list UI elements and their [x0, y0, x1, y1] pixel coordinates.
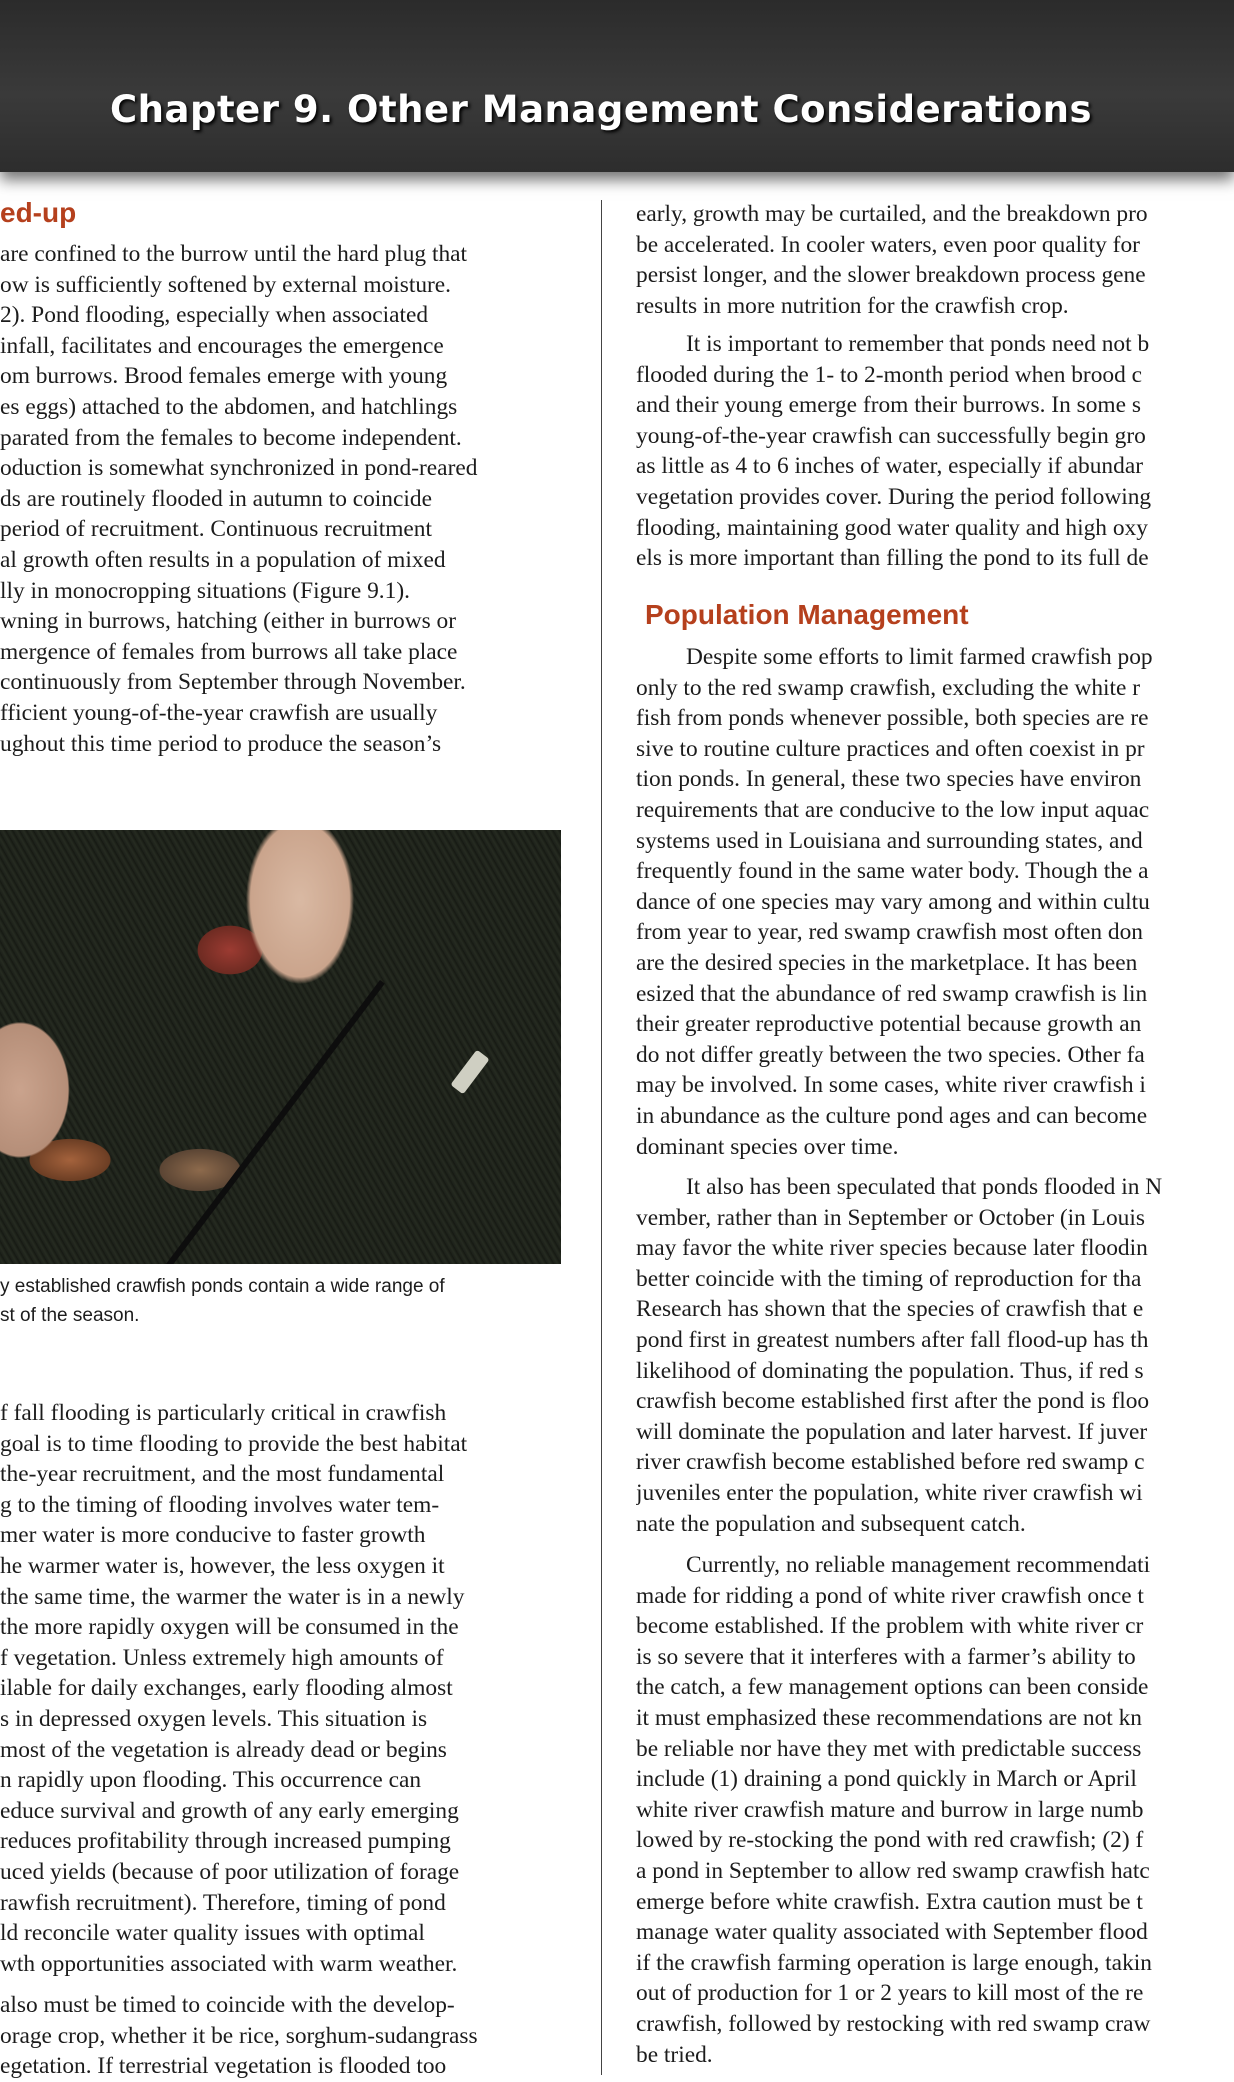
text-line: n rapidly upon flooding. This occurrence can: [0, 1767, 422, 1794]
text-line: results in more nutrition for the crawfish crop.: [636, 292, 1069, 319]
text-line: reduces profitability through increased pumping: [0, 1828, 451, 1855]
text-line: is so severe that it interferes with a farmer’s ability to: [636, 1643, 1136, 1670]
chapter-title: Chapter 9. Other Management Considerations: [110, 88, 1093, 131]
text-line: om burrows. Brood females emerge with young: [0, 363, 448, 390]
text-line: dance of one species may vary among and within cultu: [636, 888, 1150, 915]
text-line: Despite some efforts to limit farmed crawfish pop: [686, 644, 1153, 670]
text-line: educe survival and growth of any early emerging: [0, 1797, 459, 1824]
text-line: the catch, a few management options can been conside: [636, 1674, 1149, 1701]
text-line: wth opportunities associated with warm weather.: [0, 1950, 458, 1977]
text-line: made for ridding a pond of white river crawfish once t: [636, 1582, 1144, 1609]
text-line: will dominate the population and later harvest. If juver: [636, 1418, 1148, 1445]
text-line: f vegetation. Unless extremely high amounts of: [0, 1644, 444, 1671]
text-line: mergence of females from burrows all take place: [0, 638, 458, 665]
text-line: are the desired species in the marketplace. It has been: [636, 949, 1138, 976]
text-line: persist longer, and the slower breakdown process gene: [636, 262, 1146, 289]
left-paragraph-1: [0, 239, 565, 759]
right-paragraph-5: [636, 1550, 1234, 2070]
text-line: vember, rather than in September or October (in Louis: [636, 1204, 1145, 1231]
text-line: if the crawfish farming operation is large enough, takin: [636, 1949, 1152, 1976]
crawfish-photo: [0, 830, 561, 1264]
text-line: mer water is more conducive to faster growth: [0, 1522, 426, 1549]
text-line: Research has shown that the species of crawfish that e: [636, 1296, 1144, 1323]
text-line: be tried.: [636, 2041, 713, 2068]
text-line: ilable for daily exchanges, early flooding almost: [0, 1675, 453, 1702]
text-line: f fall flooding is particularly critical in crawfish: [0, 1400, 447, 1426]
text-line: tion ponds. In general, these two species have environ: [636, 766, 1142, 793]
text-line: ld reconcile water quality issues with optimal: [0, 1920, 425, 1947]
text-line: he warmer water is, however, the less oxygen it: [0, 1552, 445, 1579]
text-line: y established crawfish ponds contain a wide range of: [0, 1276, 445, 1297]
text-line: young-of-the-year crawfish can successfully begin gro: [636, 422, 1146, 449]
text-line: es eggs) attached to the abdomen, and hatchlings: [0, 393, 458, 420]
text-line: include (1) draining a pond quickly in March or April: [636, 1766, 1137, 1793]
text-line: nate the population and subsequent catch.: [636, 1510, 1026, 1537]
text-line: lowed by re-stocking the pond with red crawfish; (2) f: [636, 1827, 1144, 1854]
text-line: may favor the white river species because later floodin: [636, 1235, 1148, 1262]
text-line: ow is sufficiently softened by external moisture.: [0, 271, 452, 298]
text-line: frequently found in the same water body. Though the a: [636, 858, 1149, 885]
figure-caption: [0, 1272, 560, 1330]
text-line: it must emphasized these recommendations are not kn: [636, 1704, 1143, 1731]
text-line: period of recruitment. Continuous recruitment: [0, 516, 432, 543]
text-line: most of the vegetation is already dead or begins: [0, 1736, 447, 1763]
photo-clip: [450, 1050, 489, 1095]
left-paragraph-2: [0, 1398, 565, 1979]
text-line: st of the season.: [0, 1305, 140, 1326]
text-line: It is important to remember that ponds need not b: [686, 331, 1150, 357]
text-line: crawfish, followed by restocking with red swamp craw: [636, 2010, 1151, 2037]
text-line: their greater reproductive potential because growth an: [636, 1011, 1142, 1038]
text-line: wning in burrows, hatching (either in burrows or: [0, 608, 457, 635]
text-line: river crawfish become established before red swamp c: [636, 1449, 1145, 1476]
text-line: sive to routine culture practices and often coexist in pr: [636, 735, 1145, 762]
text-line: only to the red swamp crawfish, excluding the white r: [636, 674, 1141, 701]
text-line: fficient young-of-the-year crawfish are usually: [0, 699, 438, 726]
text-line: 2). Pond flooding, especially when associated: [0, 302, 429, 329]
text-line: manage water quality associated with September flood: [636, 1919, 1148, 1946]
text-line: ds are routinely flooded in autumn to coincide: [0, 485, 432, 512]
right-paragraph-1: [636, 199, 1234, 321]
text-line: better coincide with the timing of reproduction for tha: [636, 1265, 1142, 1292]
text-line: esized that the abundance of red swamp crawfish is lin: [636, 980, 1148, 1007]
right-paragraph-3: [636, 642, 1234, 1162]
text-line: requirements that are conducive to the low input aquac: [636, 796, 1150, 823]
text-line: also must be timed to coincide with the develop-: [0, 1992, 455, 2018]
right-paragraph-2: [636, 329, 1234, 574]
text-line: oduction is somewhat synchronized in pond-reared: [0, 455, 478, 482]
text-line: goal is to time flooding to provide the best habitat: [0, 1430, 468, 1457]
photo-cord: [163, 980, 384, 1264]
text-line: dominant species over time.: [636, 1133, 899, 1160]
text-line: are confined to the burrow until the hard plug that: [0, 241, 468, 267]
text-line: from year to year, red swamp crawfish most often don: [636, 919, 1143, 946]
text-line: al growth often results in a population of mixed: [0, 546, 446, 573]
text-line: uced yields (because of poor utilization of forage: [0, 1858, 460, 1885]
text-line: lly in monocropping situations (Figure 9.1).: [0, 577, 410, 604]
text-line: It also has been speculated that ponds flooded in N: [686, 1174, 1163, 1200]
chapter-banner: [0, 0, 1234, 172]
left-paragraph-3: [0, 1990, 565, 2082]
text-line: systems used in Louisiana and surrounding states, and: [636, 827, 1143, 854]
text-line: the-year recruitment, and the most fundamental: [0, 1461, 445, 1488]
text-line: in abundance as the culture pond ages and can become: [636, 1102, 1148, 1129]
text-line: as little as 4 to 6 inches of water, especially if abundar: [636, 453, 1143, 480]
text-line: and their young emerge from their burrows. In some s: [636, 392, 1141, 419]
text-line: likelihood of dominating the population. Thus, if red s: [636, 1357, 1144, 1384]
text-line: rawfish recruitment). Therefore, timing of pond: [0, 1889, 446, 1916]
text-line: juveniles enter the population, white river crawfish wi: [636, 1479, 1143, 1506]
text-line: early, growth may be curtailed, and the breakdown pro: [636, 201, 1148, 227]
text-line: egetation. If terrestrial vegetation is flooded too: [0, 2053, 447, 2080]
column-divider: [601, 200, 602, 2075]
text-line: g to the timing of flooding involves water tem-: [0, 1491, 440, 1518]
text-line: out of production for 1 or 2 years to kill most of the re: [636, 1980, 1144, 2007]
text-line: flooded during the 1- to 2-month period when brood c: [636, 361, 1143, 388]
text-line: orage crop, whether it be rice, sorghum-sudangrass: [0, 2022, 478, 2049]
text-line: parated from the females to become independent.: [0, 424, 462, 451]
text-line: continuously from September through November.: [0, 669, 466, 696]
text-line: flooding, maintaining good water quality and high oxy: [636, 514, 1148, 541]
text-line: crawfish become established first after the pond is floo: [636, 1388, 1150, 1415]
population-management-heading: Population Management: [645, 599, 969, 630]
text-line: pond first in greatest numbers after fall flood-up has th: [636, 1326, 1149, 1353]
text-line: be accelerated. In cooler waters, even poor quality for: [636, 231, 1140, 258]
text-line: fish from ponds whenever possible, both species are re: [636, 705, 1149, 732]
text-line: s in depressed oxygen levels. This situation is: [0, 1705, 428, 1732]
text-line: may be involved. In some cases, white river crawfish i: [636, 1072, 1146, 1099]
text-line: Currently, no reliable management recommendati: [686, 1552, 1151, 1578]
text-line: ughout this time period to produce the season’s: [0, 730, 442, 757]
text-line: a pond in September to allow red swamp crawfish hatc: [636, 1857, 1150, 1884]
text-line: be reliable nor have they met with predictable success: [636, 1735, 1142, 1762]
text-line: become established. If the problem with white river cr: [636, 1613, 1144, 1640]
text-line: the more rapidly oxygen will be consumed in the: [0, 1614, 459, 1641]
text-line: the same time, the warmer the water is in a newly: [0, 1583, 465, 1610]
text-line: infall, facilitates and encourages the emergence: [0, 332, 444, 359]
text-line: vegetation provides cover. During the period following: [636, 483, 1152, 510]
text-line: emerge before white crawfish. Extra caution must be t: [636, 1888, 1143, 1915]
text-line: white river crawfish mature and burrow in large numb: [636, 1796, 1144, 1823]
text-line: els is more important than filling the pond to its full de: [636, 545, 1149, 572]
right-paragraph-4: [636, 1172, 1234, 1539]
left-section-heading: ed-up: [0, 197, 77, 228]
text-line: do not differ greatly between the two species. Other fa: [636, 1041, 1145, 1068]
